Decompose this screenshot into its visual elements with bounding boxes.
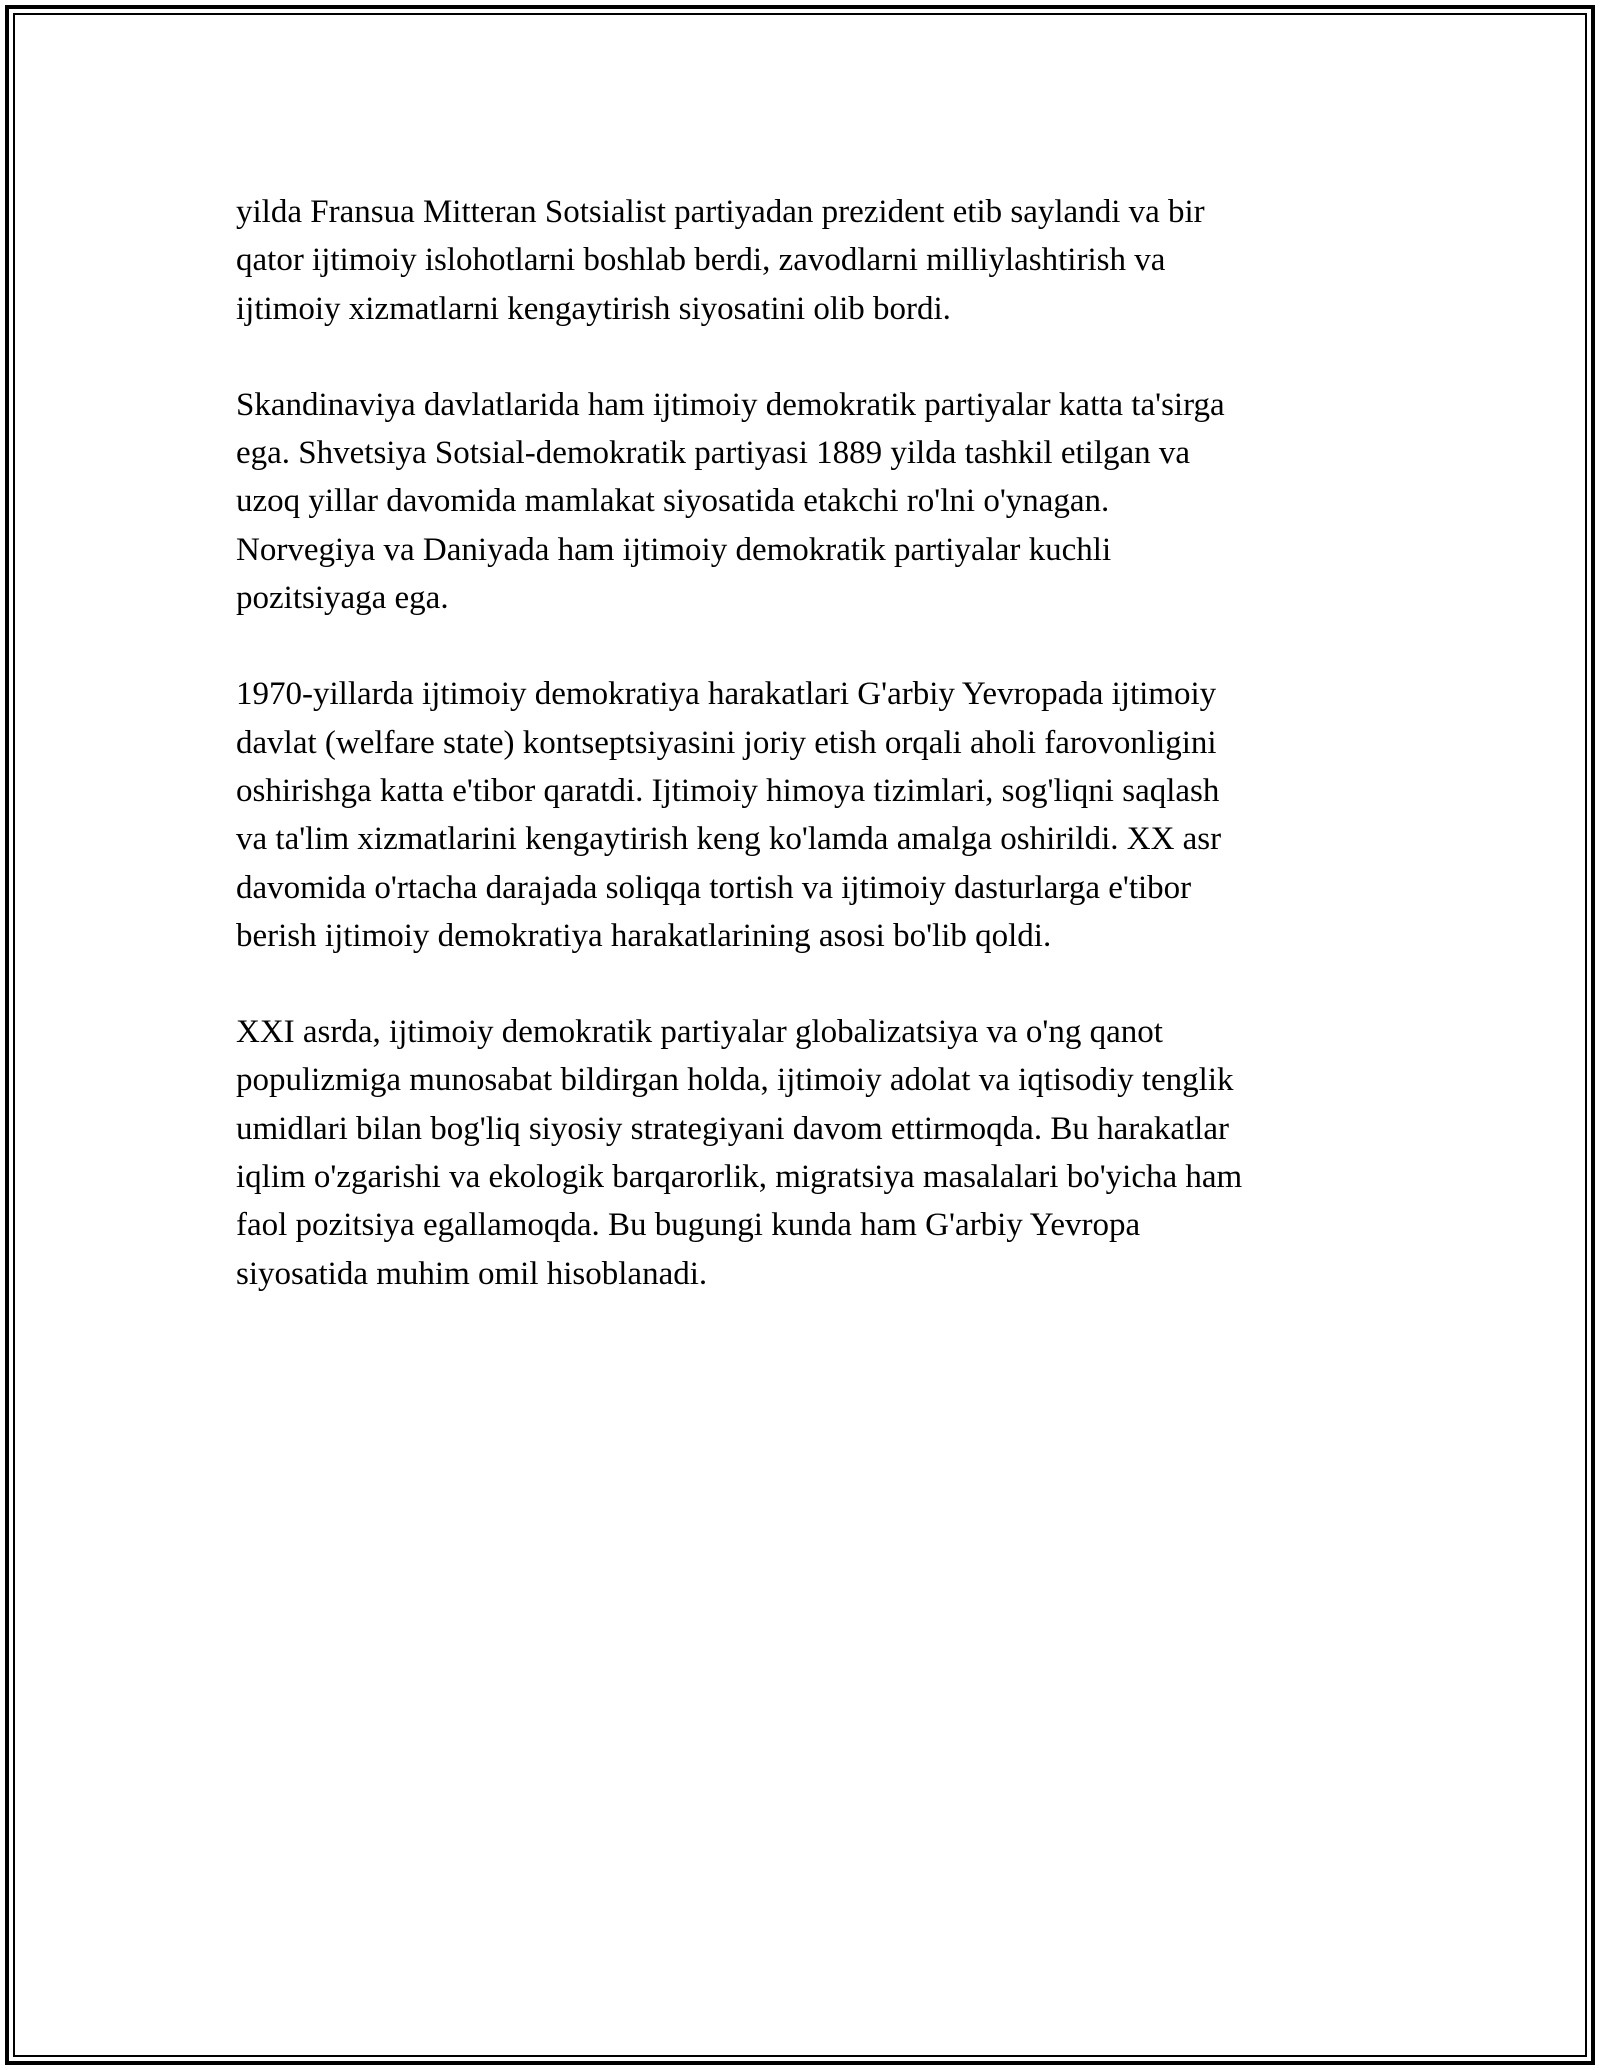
- paragraph-2: Skandinaviya davlatlarida ham ijtimoiy demokratik partiyalar katta ta'sirga ega. Shvetsiya Sotsial-demokratik partiyasi 1889 yilda tashkil etilgan va uzoq yillar davomida mamlakat siyosatida etakchi ro'lni o'ynagan. Norvegiya va Daniyada ham ijtimoiy demokratik partiyalar kuchli pozitsiyaga ega.: [236, 386, 1225, 617]
- paragraph-4: XXI asrda, ijtimoiy demokratik partiyalar globalizatsiya va o'ng qanot populizmiga munosabat bildirgan holda, ijtimoiy adolat va iqtisodiy tenglik umidlari bilan bog'liq siyosiy strategiyani davom ettirmoqda. Bu harakatlar iqlim o'zgarishi va ekologik barqarorlik, migratsiya masalalari bo'yicha ham faol pozitsiya egallamoqda. Bu bugungi kunda ham G'arbiy Yevropa siyosatida muhim omil hisoblanadi.: [236, 1014, 1243, 1292]
- document-body: [236, 188, 1366, 1346]
- paragraph-3: 1970-yillarda ijtimoiy demokratiya harakatlari G'arbiy Yevropada ijtimoiy davlat (welfare state) kontseptsiyasini joriy etish orqali aholi farovonligini oshirishga katta e'tibor qaratdi. Ijtimoiy himoya tizimlari, sog'liqni saqlash va ta'lim xizmatlarini kengaytirish keng ko'lamda amalga oshirildi. XX asr davomida o'rtacha darajada soliqqa tortish va ijtimoiy dasturlarga e'tibor berish ijtimoiy demokratiya harakatlarining asosi bo'lib qoldi.: [236, 676, 1222, 954]
- paragraph-1: yilda Fransua Mitteran Sotsialist partiyadan prezident etib saylandi va bir qator ijtimoiy islohotlarni boshlab berdi, zavodlarni milliylashtirish va ijtimoiy xizmatlarni kengaytirish siyosatini olib bordi.: [236, 194, 1205, 327]
